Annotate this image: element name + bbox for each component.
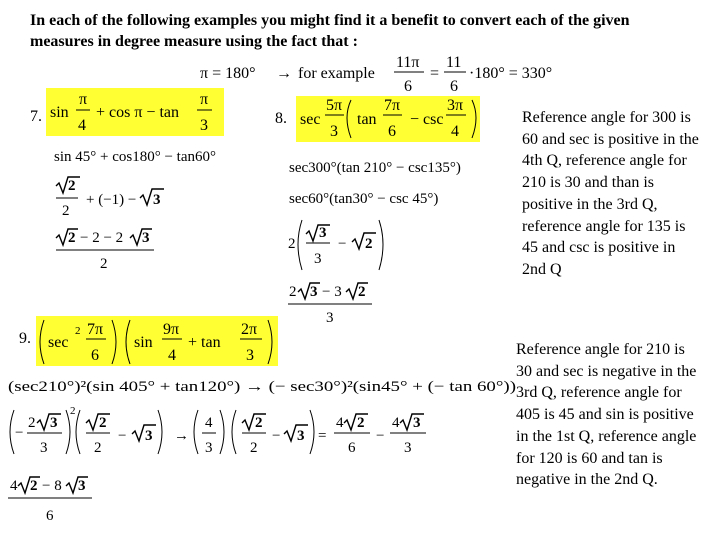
svg-text:−: −	[376, 428, 385, 444]
svg-text:4: 4	[168, 347, 176, 364]
fact-lhs: π = 180°	[200, 65, 256, 82]
svg-text:3: 3	[142, 230, 150, 246]
svg-text:2: 2	[68, 230, 76, 246]
svg-text:2: 2	[70, 405, 76, 417]
svg-text:2: 2	[365, 236, 373, 252]
fact-eq: =	[430, 65, 440, 82]
svg-text:−: −	[338, 236, 347, 252]
svg-text:3: 3	[413, 415, 421, 431]
svg-text:2: 2	[255, 415, 263, 431]
fact-frac2-den: 6	[450, 78, 458, 95]
p9-number: 9.	[19, 330, 31, 347]
svg-text:2: 2	[358, 284, 366, 300]
svg-text:3: 3	[314, 251, 322, 267]
svg-text:− 3: − 3	[322, 284, 342, 300]
svg-text:7π: 7π	[384, 97, 401, 114]
svg-text:+ cos π − tan: + cos π − tan	[96, 104, 179, 121]
svg-text:9π: 9π	[163, 321, 180, 338]
svg-text:5π: 5π	[326, 97, 343, 114]
svg-text:2: 2	[75, 325, 81, 337]
p8-line2: sec60°(tan30° − csc 45°)	[289, 191, 439, 207]
fact-frac1-num: 11π	[396, 54, 420, 71]
svg-text:6: 6	[46, 508, 54, 524]
p8-line1: sec300°(tan 210° − csc135°)	[289, 160, 461, 176]
fact-line	[200, 54, 552, 95]
svg-text:3: 3	[50, 415, 58, 431]
svg-text:4: 4	[392, 415, 400, 431]
svg-text:3: 3	[40, 440, 48, 456]
svg-text:4: 4	[336, 415, 344, 431]
fact-for-example: for example	[298, 65, 375, 82]
svg-text:3: 3	[78, 478, 86, 494]
p8-number: 8.	[275, 110, 287, 127]
p7-line2	[56, 177, 164, 219]
svg-text:3: 3	[319, 225, 327, 241]
p9-line2	[10, 405, 426, 456]
svg-text:6: 6	[348, 440, 356, 456]
svg-text:2: 2	[289, 284, 297, 300]
svg-text:4: 4	[10, 478, 18, 494]
svg-text:2: 2	[288, 236, 296, 252]
svg-text:3π: 3π	[447, 97, 464, 114]
p7-line1: sin 45° + cos180° − tan60°	[54, 149, 216, 165]
p9-line1: (sec210°)²(sin 405° + tan120°) → (− sec30°)²(sin45° + (− tan 60°))	[8, 379, 516, 395]
p7-line3	[56, 229, 154, 272]
fact-frac1-den: 6	[404, 78, 412, 95]
svg-text:3: 3	[153, 192, 161, 208]
svg-text:7π: 7π	[87, 321, 104, 338]
svg-text:−: −	[15, 425, 24, 441]
svg-text:3: 3	[404, 440, 412, 456]
svg-text:2: 2	[250, 440, 258, 456]
p9-line3	[8, 477, 92, 524]
svg-text:+ tan: + tan	[188, 334, 221, 351]
svg-text:sin: sin	[50, 104, 69, 121]
svg-text:3: 3	[297, 428, 305, 444]
svg-text:3: 3	[145, 428, 153, 444]
fact-frac2-num: 11	[446, 54, 462, 71]
p7-number: 7.	[30, 108, 42, 125]
svg-text:6: 6	[388, 123, 396, 140]
svg-text:− 2 − 2: − 2 − 2	[80, 230, 124, 246]
fact-arrow: →	[276, 65, 292, 82]
intro-text: In each of the following examples you might find it a benefit to convert each of the given measures in degree measure using the fact that :	[30, 12, 630, 50]
svg-text:2: 2	[28, 415, 36, 431]
svg-text:π: π	[79, 91, 88, 108]
svg-text:2: 2	[357, 415, 365, 431]
fact-times: ·180° = 330°	[469, 65, 553, 82]
svg-text:4: 4	[205, 415, 213, 431]
svg-text:→: →	[174, 428, 189, 444]
svg-text:− csc: − csc	[410, 111, 444, 128]
p8-line4	[288, 283, 372, 326]
svg-text:4: 4	[78, 117, 86, 134]
svg-text:2: 2	[94, 440, 102, 456]
svg-text:2: 2	[30, 478, 38, 494]
svg-text:sec: sec	[48, 334, 69, 351]
svg-text:2: 2	[100, 256, 108, 272]
svg-text:=: =	[318, 428, 327, 444]
svg-text:3: 3	[326, 310, 334, 326]
svg-text:4: 4	[451, 123, 459, 140]
p8-note: Reference angle for 300 is 60 and sec is positive in the 4th Q, reference angle for 210 is 30 and than is positive in the 3rd Q, reference angle for 135 is 45 and csc is positive in 2nd Q	[522, 109, 699, 278]
svg-text:3: 3	[205, 440, 213, 456]
svg-text:2: 2	[62, 203, 70, 219]
svg-text:3: 3	[310, 284, 318, 300]
svg-text:−: −	[272, 428, 281, 444]
svg-text:3: 3	[246, 347, 254, 364]
svg-text:2: 2	[99, 415, 107, 431]
svg-text:π: π	[200, 91, 209, 108]
svg-text:6: 6	[91, 347, 99, 364]
svg-text:−: −	[118, 428, 127, 444]
p8-line3	[288, 220, 383, 270]
svg-text:− 8: − 8	[42, 478, 62, 494]
svg-text:sec: sec	[300, 111, 321, 128]
svg-text:tan: tan	[357, 111, 377, 128]
svg-text:+ (−1) −: + (−1) −	[86, 192, 137, 208]
p9-note: Reference angle for 210 is 30 and sec is negative in the 3rd Q, reference angle for 405 is 45 and sin is positive in the 1st Q, reference angle for 120 is 60 and tan is negative in the 2nd Q.	[516, 341, 697, 489]
svg-text:3: 3	[330, 123, 338, 140]
svg-text:2π: 2π	[241, 321, 258, 338]
svg-text:sin: sin	[134, 334, 153, 351]
svg-text:2: 2	[68, 178, 76, 194]
svg-text:3: 3	[200, 117, 208, 134]
